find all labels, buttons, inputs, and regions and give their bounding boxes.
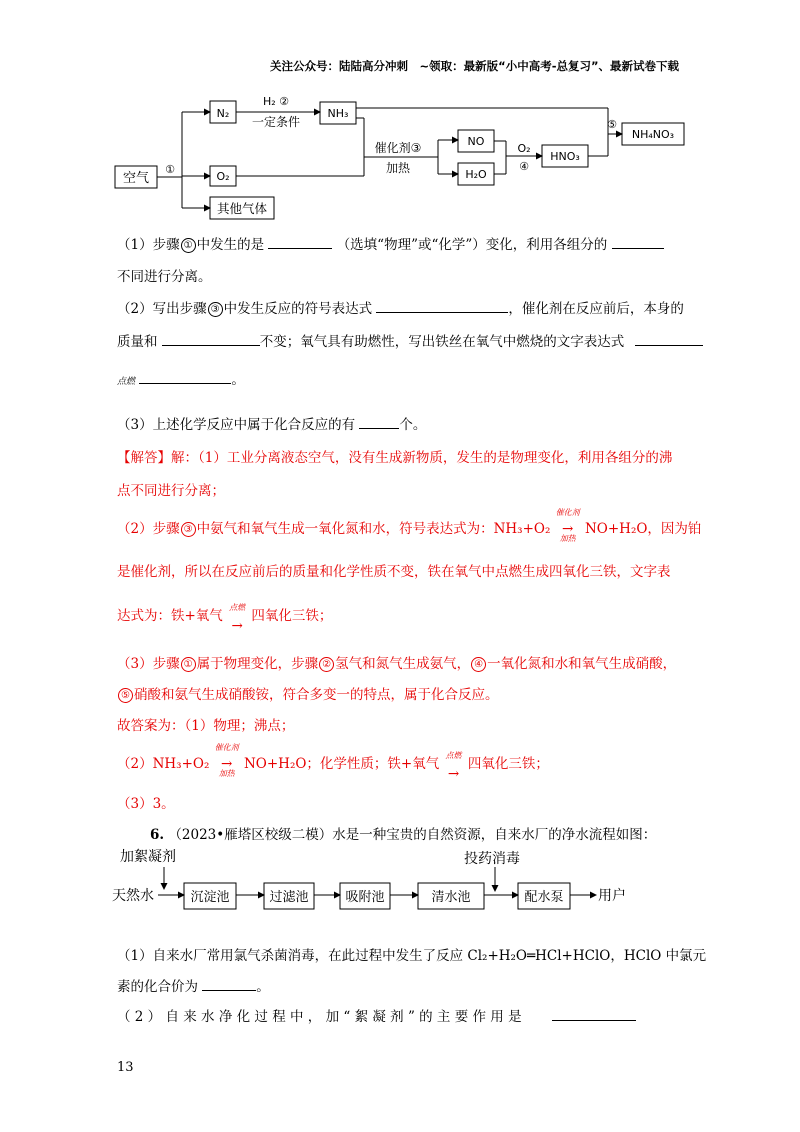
user-label: 用户 — [598, 888, 626, 904]
nh4no3-label: NH₄NO₃ — [631, 128, 675, 141]
n2-label: N₂ — [216, 107, 230, 120]
q2-blank-3[interactable] — [635, 333, 703, 346]
q2-line2: 质量和 不变；氧气具有助燃性，写出铁丝在氧气中燃烧的文字表达式 — [117, 330, 703, 350]
q2-blank-2[interactable] — [162, 333, 260, 346]
q2-blank-4[interactable] — [139, 371, 231, 384]
q6-title: 6. （2023•雁塔区校级二模）水是一种宝贵的自然资源，自来水厂的净水流程如图： — [150, 827, 657, 843]
other-gas-label: 其他气体 — [216, 201, 268, 216]
q1-blank-1[interactable] — [268, 236, 332, 249]
answer-line4: 是催化剂，所以在反应前后的质量和化学性质不变，铁在氧气中点燃生成四氧化三铁，文字表 — [117, 564, 671, 580]
step1-label: ① — [165, 163, 175, 176]
q6-2-blank[interactable] — [552, 1008, 636, 1021]
natural-water-label: 天然水 — [112, 888, 154, 904]
answer-final-2: （2）NH₃+O₂ 催化剂 → 加热 NO+H₂O；化学性质；铁+氧气 点燃 → 四氧化三铁； — [117, 743, 549, 782]
no-label: NO — [467, 135, 485, 148]
q3-line: （3）上述化学反应中属于化合反应的有 个。 — [117, 417, 427, 433]
disinfect-label: 投药消毒 — [464, 851, 520, 867]
answer-line7: ⑤ 硝酸和氨气生成硝酸铵，符合多变一的特点，属于化合反应。 — [117, 683, 499, 703]
q6-1-line1: （1）自来水厂常用氯气杀菌消毒，在此过程中发生了反应 Cl₂+H₂O═HCl+HClO，HClO 中氯元 — [117, 948, 707, 964]
step2-bottom: 一定条件 — [251, 115, 301, 129]
answer-final-3: （3）3。 — [117, 796, 175, 812]
q2-line3: 点燃 。 — [117, 372, 245, 388]
pump-label: 配水泵 — [524, 890, 564, 905]
q2-blank-1[interactable] — [376, 300, 508, 313]
coagulant-label: 加絮凝剂 — [120, 849, 176, 865]
ignite-note: 点燃 — [117, 377, 136, 387]
answer-line3: （2）步骤 ③ 中氨气和氧气生成一氧化氮和水，符号表达式为：NH₃+O₂ 催化剂 → 加热 NO+H₂O，因为铂 — [117, 508, 702, 543]
page-header: 关注公众号：陆陆高分冲刺 ~领取：最新版“小中高考-总复习”、最新试卷下载 — [270, 59, 680, 73]
step3-top: 催化剂③ — [374, 141, 422, 155]
filter-label: 过滤池 — [269, 890, 309, 905]
hno3-label: HNO₃ — [550, 150, 580, 163]
answer-line5: 达式为：铁+氧气 点燃 → 四氧化三铁； — [117, 603, 333, 634]
step-circle-1: ① — [181, 238, 196, 253]
step5-label: ⑤ — [607, 118, 617, 131]
page-number: 13 — [117, 1060, 134, 1075]
nitrogen-flow-diagram — [110, 90, 710, 225]
step2-top: H₂ ② — [262, 95, 290, 108]
q1-line2: 不同进行分离。 — [117, 269, 212, 285]
sedimentation-label: 沉淀池 — [190, 890, 230, 905]
o2-label: O₂ — [216, 170, 230, 183]
answer-label: 【解答】 — [117, 450, 171, 466]
q1-blank-2[interactable] — [612, 236, 664, 249]
step4-top: O₂ — [517, 142, 531, 155]
answer-line2: 点不同进行分离； — [117, 483, 225, 499]
nh3-label: NH₃ — [327, 107, 349, 120]
h2o-label: H₂O — [465, 168, 487, 181]
q1-line1: （1）步骤 ① 中发生的是 （选填“物理”或“化学”）变化，利用各组分的 — [117, 233, 664, 253]
reaction-condition: 催化剂 → 加热 — [555, 508, 580, 543]
answer-line1: 【解答】解：（1）工业分离液态空气，没有生成新物质，发生的是物理变化，利用各组分的沸 — [117, 450, 673, 466]
step4-bottom: ④ — [519, 160, 529, 173]
air-label: 空气 — [122, 171, 150, 186]
clear-water-label: 清水池 — [431, 890, 471, 905]
adsorption-label: 吸附池 — [345, 890, 385, 905]
q6-2-line: （ 2 ） 自 来 水 净 化 过 程 中 ， 加 “ 絮 凝 剂 ” 的 主 要 作 用 是 — [117, 1005, 636, 1025]
q6-1-blank[interactable] — [202, 978, 256, 991]
water-treatment-diagram — [112, 845, 672, 917]
step3-bottom: 加热 — [385, 161, 411, 175]
step-circle-3: ③ — [208, 302, 223, 317]
answer-line6: （3）步骤 ① 属于物理变化，步骤 ② 氢气和氮气生成氨气， ④ 一氧化氮和水和氧气生成硝酸， — [117, 656, 677, 672]
q6-1-line2: 素的化合价为 。 — [117, 979, 270, 995]
q3-blank[interactable] — [359, 416, 399, 429]
answer-final-1: 故答案为：（1）物理；沸点； — [117, 718, 295, 734]
q2-line1: （2）写出步骤 ③ 中发生反应的符号表达式 ，催化剂在反应前后，本身的 — [117, 301, 684, 317]
